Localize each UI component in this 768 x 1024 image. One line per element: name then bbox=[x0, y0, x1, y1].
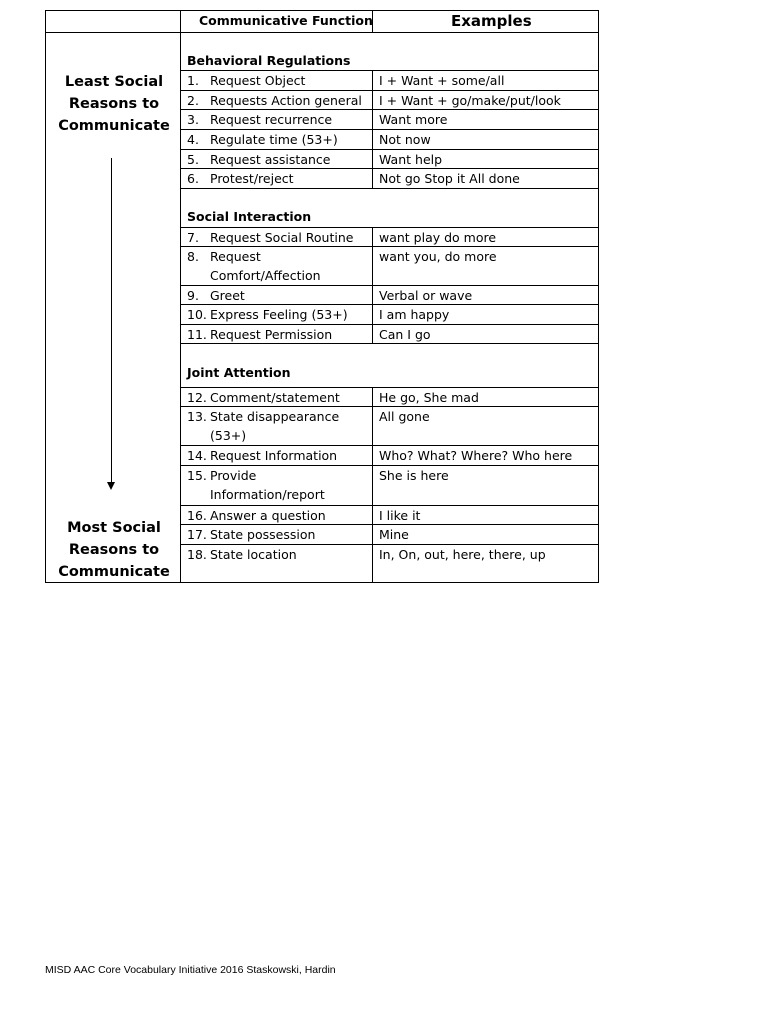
function-cell bbox=[187, 407, 339, 445]
row-number: 7. bbox=[187, 230, 199, 245]
example-cell: Can I go bbox=[379, 327, 431, 342]
row-number: 4. bbox=[187, 132, 199, 147]
example-cell: Not go Stop it All done bbox=[379, 171, 520, 186]
function-text: Request assistance bbox=[210, 152, 331, 167]
example-cell: She is here bbox=[379, 468, 449, 483]
function-cell bbox=[187, 545, 297, 564]
function-cell bbox=[187, 228, 353, 247]
function-text: Provide bbox=[210, 468, 257, 483]
function-text: Comment/statement bbox=[210, 390, 340, 405]
example-cell: want you, do more bbox=[379, 249, 497, 264]
function-text-continued: (53+) bbox=[210, 428, 247, 443]
header-divider bbox=[45, 32, 599, 33]
row-number: 11. bbox=[187, 327, 207, 342]
example-cell: In, On, out, here, there, up bbox=[379, 547, 546, 562]
row-number: 14. bbox=[187, 448, 207, 463]
example-cell: I am happy bbox=[379, 307, 450, 322]
column-header-examples: Examples bbox=[451, 12, 532, 30]
function-text: Regulate time (53+) bbox=[210, 132, 338, 147]
example-cell: Not now bbox=[379, 132, 431, 147]
row-divider bbox=[180, 188, 599, 189]
arrow-down-icon bbox=[111, 158, 112, 484]
row-number: 3. bbox=[187, 112, 199, 127]
function-cell bbox=[187, 325, 332, 344]
function-text-continued: Information/report bbox=[210, 487, 325, 502]
example-cell: Want help bbox=[379, 152, 443, 167]
communicative-function-table bbox=[45, 10, 599, 583]
function-cell bbox=[187, 150, 330, 169]
section-heading-behavioral: Behavioral Regulations bbox=[187, 53, 351, 68]
function-cell bbox=[187, 388, 340, 407]
row-number: 17. bbox=[187, 527, 207, 542]
section-heading-social: Social Interaction bbox=[187, 209, 312, 224]
example-cell: I + Want + some/all bbox=[379, 73, 505, 88]
function-cell bbox=[187, 506, 326, 525]
function-cell bbox=[187, 169, 294, 188]
function-cell bbox=[187, 130, 338, 149]
example-cell: All gone bbox=[379, 409, 430, 424]
function-text: Request Permission bbox=[210, 327, 333, 342]
function-text: Request Social Routine bbox=[210, 230, 354, 245]
function-cell bbox=[187, 91, 362, 110]
row-number: 16. bbox=[187, 508, 207, 523]
column-divider bbox=[372, 387, 373, 583]
row-number: 12. bbox=[187, 390, 207, 405]
function-text: Requests Action general bbox=[210, 93, 362, 108]
function-text: Express Feeling (53+) bbox=[210, 307, 348, 322]
row-number: 10. bbox=[187, 307, 207, 322]
function-cell bbox=[187, 525, 315, 544]
function-text: Protest/reject bbox=[210, 171, 294, 186]
function-cell bbox=[187, 286, 245, 305]
example-cell: Verbal or wave bbox=[379, 288, 473, 303]
function-cell bbox=[187, 71, 305, 90]
function-text: Request Object bbox=[210, 73, 306, 88]
function-text-continued: Comfort/Affection bbox=[210, 268, 321, 283]
section-heading-joint: Joint Attention bbox=[187, 365, 291, 380]
example-cell: Mine bbox=[379, 527, 409, 542]
column-header-function: Communicative Function bbox=[199, 13, 373, 28]
function-cell bbox=[187, 466, 325, 504]
example-cell: He go, She mad bbox=[379, 390, 479, 405]
table-border-left bbox=[45, 10, 46, 583]
function-text: State location bbox=[210, 547, 297, 562]
row-number: 8. bbox=[187, 249, 199, 264]
function-cell bbox=[187, 247, 321, 285]
table-border-right bbox=[598, 10, 599, 583]
function-text: Request recurrence bbox=[210, 112, 333, 127]
example-cell: Who? What? Where? Who here bbox=[379, 448, 573, 463]
table-border-top bbox=[45, 10, 599, 11]
function-cell bbox=[187, 305, 348, 324]
footer-credit: MISD AAC Core Vocabulary Initiative 2016 Staskowski, Hardin bbox=[45, 964, 336, 976]
row-number: 13. bbox=[187, 409, 207, 424]
row-number: 9. bbox=[187, 288, 199, 303]
function-cell bbox=[187, 446, 337, 465]
row-number: 6. bbox=[187, 171, 199, 186]
example-cell: want play do more bbox=[379, 230, 497, 245]
row-number: 1. bbox=[187, 73, 199, 88]
example-cell: Want more bbox=[379, 112, 448, 127]
function-text: Request bbox=[210, 249, 261, 264]
row-number: 2. bbox=[187, 93, 199, 108]
function-text: Request Information bbox=[210, 448, 338, 463]
example-cell: I + Want + go/make/put/look bbox=[379, 93, 561, 108]
function-text: State possession bbox=[210, 527, 316, 542]
function-text: Answer a question bbox=[210, 508, 326, 523]
function-text: State disappearance bbox=[210, 409, 340, 424]
function-text: Greet bbox=[210, 288, 245, 303]
row-number: 5. bbox=[187, 152, 199, 167]
least-social-label: Least Social Reasons to Communicate bbox=[58, 74, 170, 134]
row-number: 18. bbox=[187, 547, 207, 562]
example-cell: I like it bbox=[379, 508, 421, 523]
function-cell bbox=[187, 110, 332, 129]
most-social-label: Most Social Reasons to Communicate bbox=[58, 520, 170, 580]
row-number: 15. bbox=[187, 468, 207, 483]
arrow-head-icon bbox=[107, 482, 115, 490]
